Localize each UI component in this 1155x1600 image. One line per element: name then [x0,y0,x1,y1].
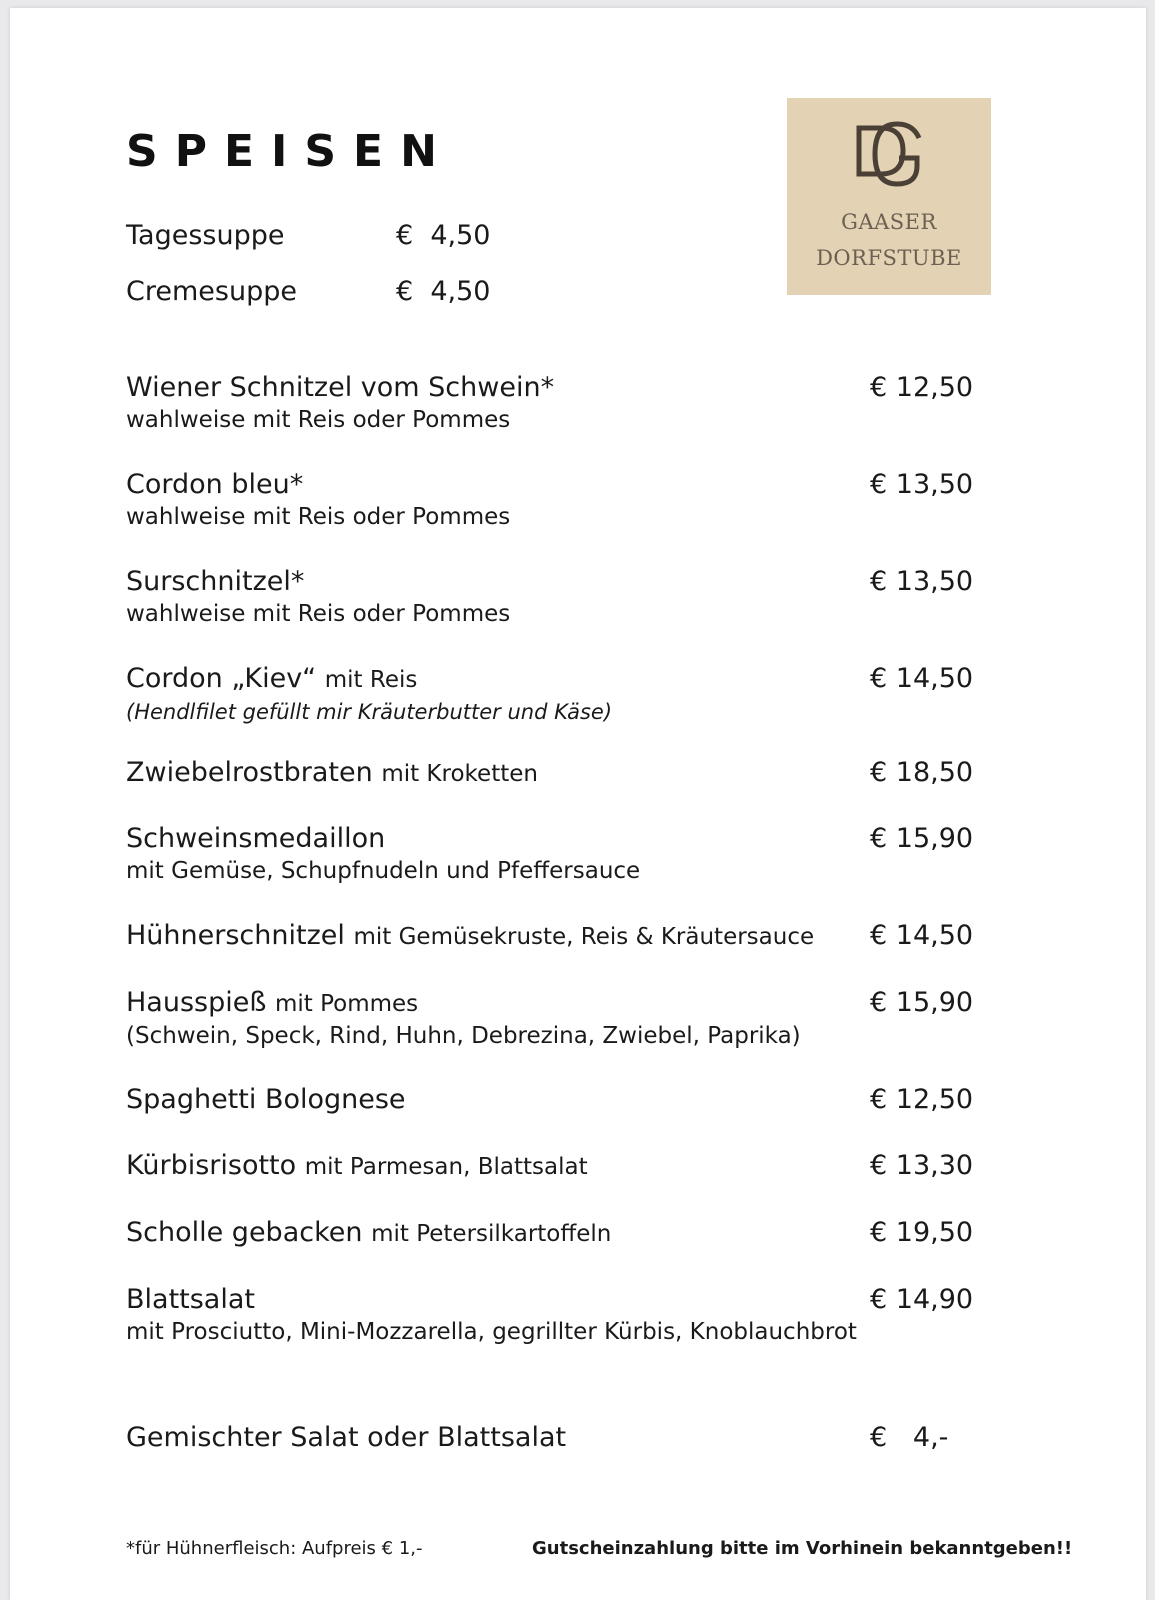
item-name: Cordon bleu* [126,469,304,500]
item-name: Scholle gebacken [126,1217,363,1248]
item-inline-note: mit Parmesan, Blattsalat [304,1154,588,1180]
menu-item [126,756,1006,791]
item-price: € 15,90 [870,823,974,854]
item-price: € 13,30 [870,1150,974,1181]
item-name: Spaghetti Bolognese [126,1084,406,1115]
item-name: Hausspieß [126,987,267,1018]
item-description: wahlweise mit Reis oder Pommes [126,601,511,627]
menu-item [126,1421,1006,1455]
voucher-note: Gutscheinzahlung bitte im Vorhinein bekanntgeben!! [532,1538,1073,1559]
soup-price: € 4,50 [396,220,491,251]
menu-item [126,1283,1006,1347]
menu-item [126,371,1006,435]
soup-price: € 4,50 [396,276,491,307]
item-price: € 19,50 [870,1217,974,1248]
item-name: Surschnitzel* [126,566,305,597]
item-description: wahlweise mit Reis oder Pommes [126,504,511,530]
item-price: € 12,50 [870,1084,974,1115]
soup-name: Tagessuppe [126,220,285,251]
menu-page [10,8,1146,1600]
dg-monogram-icon [853,116,925,194]
item-name: Kürbisrisotto [126,1150,297,1181]
menu-item [126,1216,1006,1251]
item-description: (Schwein, Speck, Rind, Huhn, Debrezina, Zwiebel, Paprika) [126,1023,801,1049]
item-inline-note: mit Gemüsekruste, Reis & Kräutersauce [353,924,815,950]
item-price: € 13,50 [870,469,974,500]
menu-item [126,565,1006,629]
page-title: SPEISEN [126,126,454,177]
menu-item [126,986,1006,1051]
menu-item [126,1083,1006,1117]
item-price: € 4,- [870,1422,949,1453]
menu-item [126,1149,1006,1184]
item-description: (Hendlfilet gefüllt mir Kräuterbutter und Käse) [126,700,613,724]
item-name: Cordon „Kiev“ [126,663,317,694]
item-description: wahlweise mit Reis oder Pommes [126,407,511,433]
item-price: € 12,50 [870,372,974,403]
item-name: Schweinsmedaillon [126,823,386,854]
soup-name: Cremesuppe [126,276,297,307]
logo-line-1: GAASER [841,210,937,234]
menu-item [126,468,1006,532]
menu-item [126,919,1006,954]
restaurant-logo [787,98,991,295]
item-price: € 18,50 [870,757,974,788]
item-name: Zwiebelrostbraten [126,757,373,788]
item-description: mit Prosciutto, Mini-Mozzarella, gegrillter Kürbis, Knoblauchbrot [126,1319,857,1345]
item-price: € 14,50 [870,920,974,951]
item-name: Hühnerschnitzel [126,920,345,951]
item-inline-note: mit Pommes [274,991,419,1017]
item-price: € 15,90 [870,987,974,1018]
item-description: mit Gemüse, Schupfnudeln und Pfeffersauce [126,858,641,884]
item-inline-note: mit Petersilkartoffeln [371,1221,612,1247]
item-price: € 13,50 [870,566,974,597]
menu-item [126,662,1006,727]
item-price: € 14,90 [870,1284,974,1315]
menu-item [126,822,1006,886]
logo-line-2: DORFSTUBE [816,246,962,270]
item-price: € 14,50 [870,663,974,694]
item-name: Gemischter Salat oder Blattsalat [126,1422,567,1453]
item-inline-note: mit Kroketten [381,761,538,787]
item-name: Wiener Schnitzel vom Schwein* [126,372,555,403]
item-name: Blattsalat [126,1284,255,1315]
item-inline-note: mit Reis [324,667,418,693]
surcharge-note: *für Hühnerfleisch: Aufpreis € 1,- [126,1538,423,1559]
